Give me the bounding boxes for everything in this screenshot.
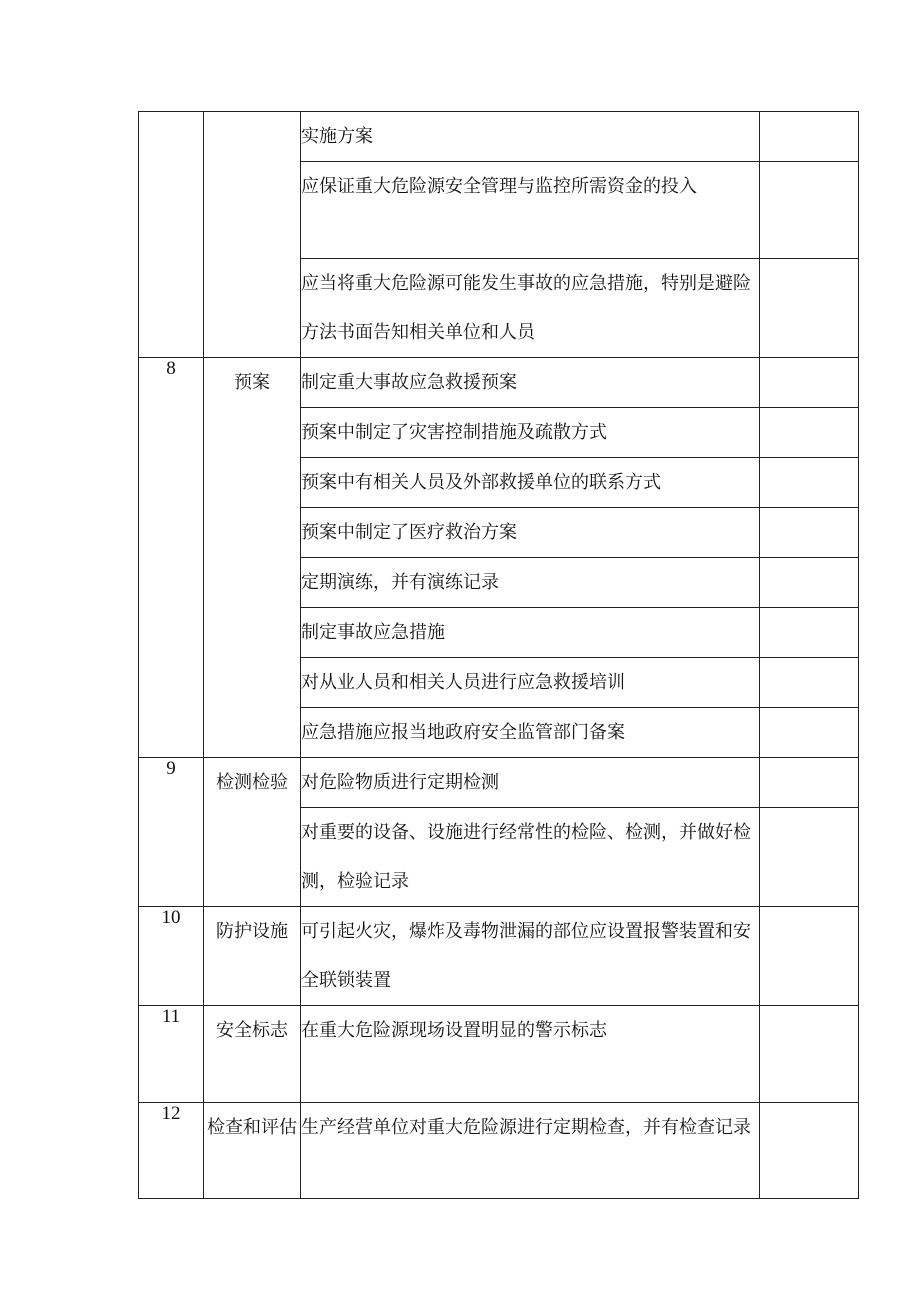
item-number: 8 [166,358,176,379]
check-item: 可引起火灾，爆炸及毒物泄漏的部位应设置报警装置和安全联锁装置 [301,907,760,1006]
result-cell [760,1103,859,1199]
check-item: 对重要的设备、设施进行经常性的检险、检测，并做好检测，检验记录 [301,808,760,907]
result-cell [760,758,859,808]
check-item: 应急措施应报当地政府安全监管部门备案 [301,708,760,758]
check-item: 对从业人员和相关人员进行应急救援培训 [301,658,760,708]
item-number: 9 [166,758,176,779]
check-item: 应保证重大危险源安全管理与监控所需资金的投入 [301,162,760,259]
result-cell [760,458,859,508]
result-cell [760,259,859,358]
result-cell [760,658,859,708]
check-item: 在重大危险源现场设置明显的警示标志 [301,1006,760,1103]
result-cell [760,408,859,458]
item-category: 检查和评估 [204,1103,301,1199]
item-number: 12 [161,1103,181,1124]
item-number: 11 [161,1006,181,1027]
item-number-cell [139,358,204,758]
check-item: 预案中制定了灾害控制措施及疏散方式 [301,408,760,458]
item-category: 防护设施 [204,907,301,1006]
check-item: 定期演练，并有演练记录 [301,558,760,608]
result-cell [760,1006,859,1103]
item-category-cell [204,112,301,358]
result-cell [760,358,859,408]
result-cell [760,112,859,162]
item-category: 检测检验 [204,758,301,907]
result-cell [760,558,859,608]
item-number: 10 [161,907,181,928]
check-item: 制定事故应急措施 [301,608,760,658]
check-item: 生产经营单位对重大危险源进行定期检查，并有检查记录 [301,1103,760,1199]
result-cell [760,708,859,758]
result-cell [760,508,859,558]
check-item: 对危险物质进行定期检测 [301,758,760,808]
item-number-cell [139,1006,204,1103]
item-number-cell [139,907,204,1006]
check-item: 制定重大事故应急救援预案 [301,358,760,408]
result-cell [760,608,859,658]
item-number-cell [139,112,204,358]
result-cell [760,162,859,259]
check-item: 应当将重大危险源可能发生事故的应急措施，特别是避险方法书面告知相关单位和人员 [301,259,760,358]
item-category: 安全标志 [204,1006,301,1103]
result-cell [760,808,859,907]
item-number-cell [139,1103,204,1199]
check-item: 预案中有相关人员及外部救援单位的联系方式 [301,458,760,508]
check-item: 实施方案 [301,112,760,162]
item-category: 预案 [204,358,301,758]
check-item: 预案中制定了医疗救治方案 [301,508,760,558]
checklist-table [138,111,859,1199]
item-number-cell [139,758,204,907]
result-cell [760,907,859,1006]
